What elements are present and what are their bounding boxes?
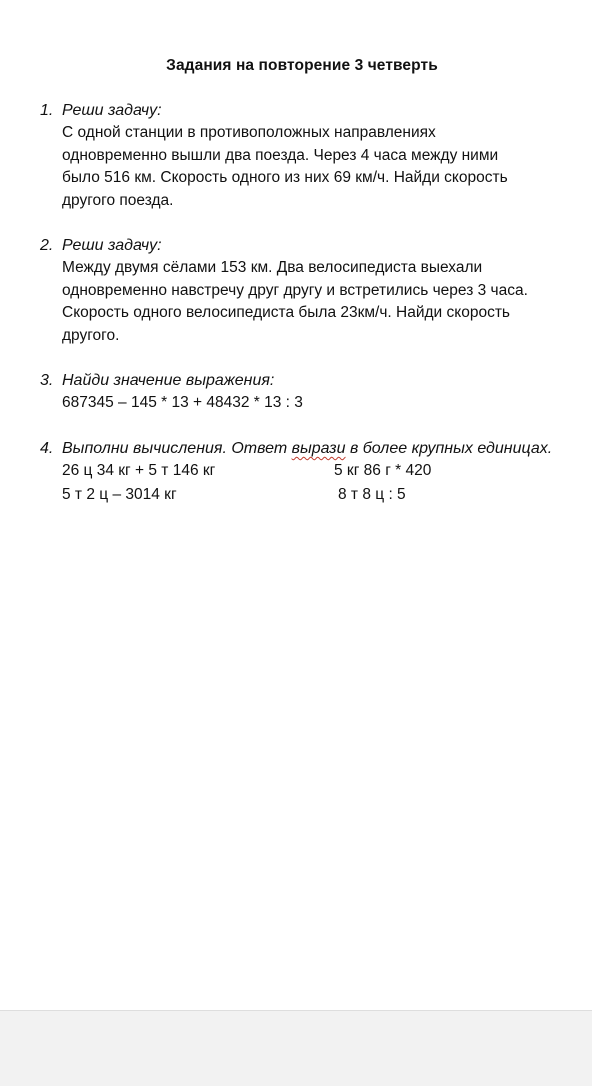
task-heading-text: Реши задачу: <box>62 237 162 254</box>
spellcheck-marked-word: вырази <box>291 440 346 457</box>
task-4 <box>40 438 590 506</box>
task-text-line: другого. <box>62 326 120 344</box>
expression: 687345 – 145 * 13 + 48432 * 13 : 3 <box>62 394 303 411</box>
task-text-line: Между двумя сёлами 153 км. Два велосипедиста выехали <box>62 259 483 276</box>
task-text <box>62 392 590 415</box>
task-text <box>62 257 590 347</box>
task-1 <box>40 100 590 212</box>
task-3 <box>40 370 590 415</box>
calculation-item: 8 т 8 ц : 5 <box>338 485 406 503</box>
task-number: 2. <box>40 237 54 254</box>
task-text-line: было 516 км. Скорость одного из них 69 км/ч. Найди скорость <box>62 169 508 186</box>
task-text-line: С одной станции в противоположных направлениях <box>62 124 436 141</box>
task-text <box>62 122 590 212</box>
task-number: 3. <box>40 372 54 389</box>
task-text-line: Скорость одного велосипедиста была 23км/ч. Найди скорость <box>62 304 511 321</box>
task-heading-text-end: в более крупных единицах. <box>345 440 553 457</box>
task-2 <box>40 235 590 347</box>
task-heading-text-start: Выполни вычисления. Ответ <box>62 440 292 457</box>
task-text-line: одновременно вышли два поезда. Через 4 часа между ними <box>62 146 499 164</box>
calculation-item: 26 ц 34 кг + 5 т 146 кг <box>62 462 216 479</box>
task-heading <box>40 370 590 392</box>
task-heading <box>40 235 590 257</box>
task-number: 4. <box>40 440 54 457</box>
document-title: Задания на повторение 3 четверть <box>166 57 438 74</box>
calculation-item: 5 кг 86 г * 420 <box>334 462 432 479</box>
task-number: 1. <box>40 102 54 119</box>
task-text-line: одновременно навстречу друг другу и встретились через 3 часа. <box>62 281 528 299</box>
task-heading <box>40 438 590 460</box>
calculation-item: 5 т 2 ц – 3014 кг <box>62 485 177 503</box>
task-text-line: другого поезда. <box>62 191 174 209</box>
bottom-toolbar-area <box>0 1010 592 1086</box>
calculations-grid <box>62 460 590 506</box>
task-heading <box>40 100 590 122</box>
task-heading-text: Реши задачу: <box>62 102 162 119</box>
task-heading-text: Найди значение выражения: <box>62 372 275 389</box>
